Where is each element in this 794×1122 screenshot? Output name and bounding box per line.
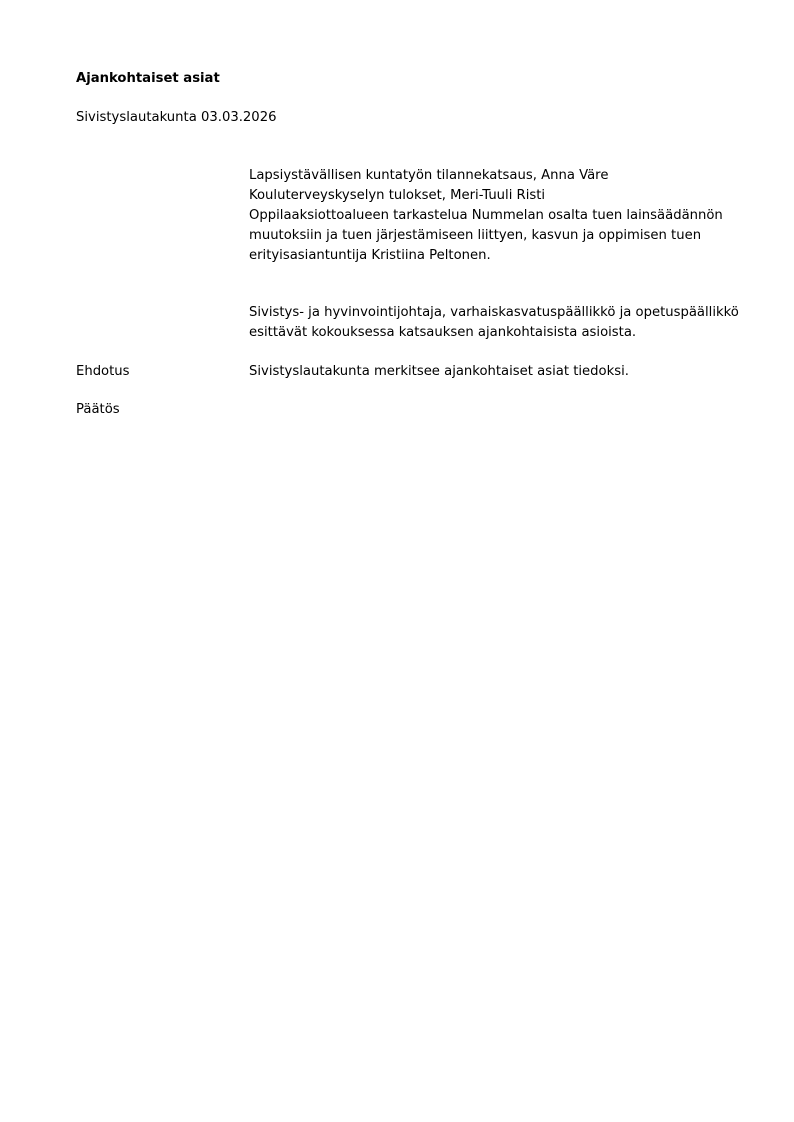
document-title: Ajankohtaiset asiat (76, 71, 220, 86)
presenters-paragraph (249, 303, 739, 343)
decision-label: Päätös (76, 402, 120, 417)
topics-line: Kouluterveyskyselyn tulokset, Meri-Tuuli Risti (249, 188, 546, 203)
presenters-line: Sivistys- ja hyvinvointijohtaja, varhaiskasvatuspäällikkö ja opetuspäällikkö (249, 305, 739, 320)
topics-line: erityisasiantuntija Kristiina Peltonen. (249, 248, 491, 263)
topics-line: muutoksiin ja tuen järjestämiseen liittyen, kasvun ja oppimisen tuen (249, 228, 702, 243)
topics-line: Oppilaaksiottoalueen tarkastelua Nummelan osalta tuen lainsäädännön (249, 208, 723, 223)
proposal-text: Sivistyslautakunta merkitsee ajankohtaiset asiat tiedoksi. (249, 364, 629, 379)
presenters-line: esittävät kokouksessa katsauksen ajankohtaisista asioista. (249, 325, 637, 340)
topics-line: Lapsiystävällisen kuntatyön tilannekatsaus, Anna Väre (249, 168, 609, 183)
topics-paragraph (249, 166, 723, 266)
meeting-date: Sivistyslautakunta 03.03.2026 (76, 110, 277, 125)
proposal-label: Ehdotus (76, 364, 130, 379)
